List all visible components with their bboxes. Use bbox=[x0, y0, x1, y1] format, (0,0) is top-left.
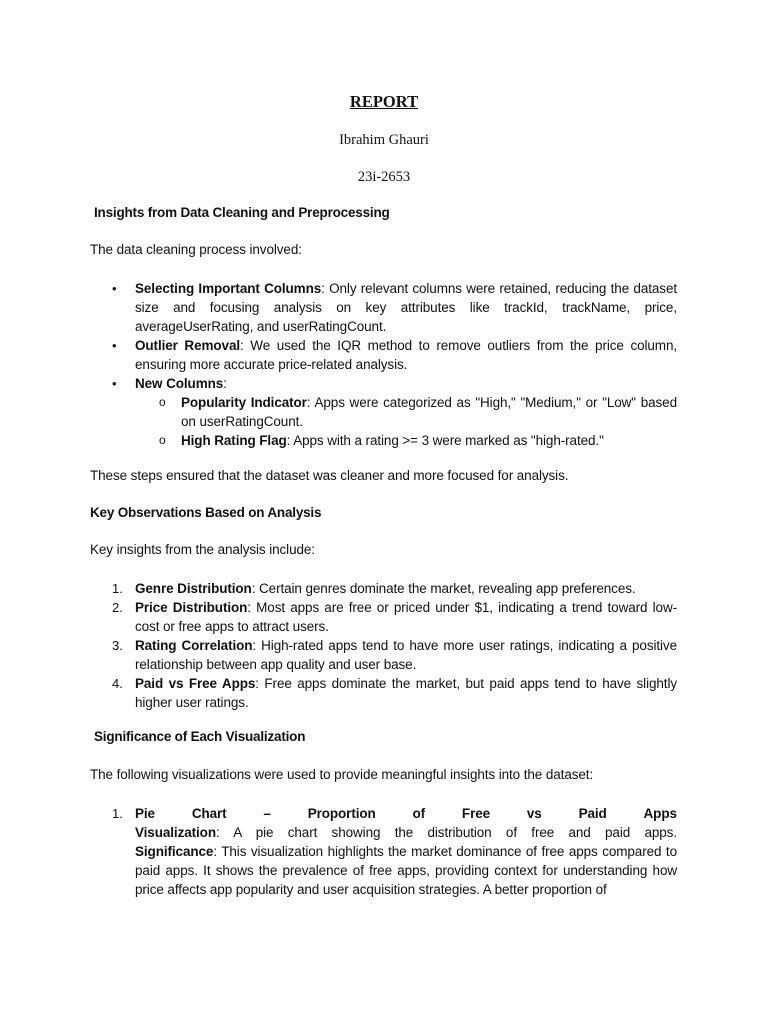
item-label: Visualization bbox=[135, 825, 216, 840]
item-label: Price Distribution bbox=[135, 600, 248, 615]
item-significance bbox=[135, 842, 677, 899]
item-label: Significance bbox=[135, 844, 214, 859]
item-text: : High-rated apps tend to have more user ratings, indicating a positive relationship between app quality and user base. bbox=[135, 638, 677, 672]
bullet-icon: • bbox=[112, 338, 117, 353]
list-number: 2. bbox=[112, 600, 123, 615]
item-label: Outlier Removal bbox=[135, 338, 241, 353]
item-label: Genre Distribution bbox=[135, 581, 252, 596]
sub-list-item bbox=[181, 431, 677, 450]
title-word: Pie bbox=[135, 806, 155, 821]
item-text: : bbox=[223, 376, 227, 391]
title-word: Chart bbox=[191, 806, 227, 821]
list-number: 1. bbox=[112, 581, 123, 596]
list-item bbox=[135, 674, 677, 712]
section-heading-visualizations: Significance of Each Visualization bbox=[94, 729, 306, 744]
section-heading-observations: Key Observations Based on Analysis bbox=[90, 505, 322, 520]
item-label: High Rating Flag bbox=[181, 433, 287, 448]
list-number: 3. bbox=[112, 638, 123, 653]
sub-bullet-icon: o bbox=[159, 395, 166, 409]
item-label: Selecting Important Columns bbox=[135, 281, 322, 296]
list-item bbox=[135, 636, 677, 674]
section-intro: The following visualizations were used to provide meaningful insights into the dataset: bbox=[90, 767, 594, 782]
sub-bullet-icon: o bbox=[159, 433, 166, 447]
title-word: Paid bbox=[578, 806, 607, 821]
item-label: New Columns bbox=[135, 376, 224, 391]
list-number: 4. bbox=[112, 676, 123, 691]
item-label: Rating Correlation bbox=[135, 638, 253, 653]
roll-number: 23i-2653 bbox=[357, 169, 411, 185]
sub-list-item bbox=[181, 393, 677, 431]
title-word: – bbox=[263, 806, 271, 821]
item-text: : Certain genres dominate the market, revealing app preferences. bbox=[251, 581, 636, 596]
item-text: : Apps were categorized as "High," "Medium," or "Low" based on userRatingCount. bbox=[181, 395, 677, 429]
bullet-icon: • bbox=[112, 376, 117, 391]
item-text: : Only relevant columns were retained, reducing the dataset size and focusing analysis on key attributes like trackId, trackName, price, averageUserRating, and userRatingCount. bbox=[135, 281, 678, 334]
list-item bbox=[135, 336, 677, 374]
section-intro: The data cleaning process involved: bbox=[90, 242, 302, 257]
section-heading-cleaning: Insights from Data Cleaning and Preprocessing bbox=[94, 205, 390, 220]
item-text: : This visualization highlights the market dominance of free apps compared to paid apps. It shows the prevalence of free apps, providing context for understanding how price affects app popularity and user acquisition strategies. A better proportion of bbox=[135, 844, 677, 897]
item-label: Popularity Indicator bbox=[181, 395, 307, 410]
item-text: : Free apps dominate the market, but paid apps tend to have slightly higher user ratings. bbox=[135, 676, 678, 710]
title-word: Apps bbox=[643, 806, 677, 821]
list-item bbox=[135, 374, 677, 393]
item-text: : A pie chart showing the distribution of free and paid apps. bbox=[215, 825, 677, 840]
title-word: of bbox=[412, 806, 426, 821]
list-item bbox=[135, 579, 677, 598]
section-outro: These steps ensured that the dataset was cleaner and more focused for analysis. bbox=[90, 468, 569, 483]
item-text: : We used the IQR method to remove outliers from the price column, ensuring more accurate price-related analysis. bbox=[135, 338, 678, 372]
bullet-icon: • bbox=[112, 281, 117, 296]
list-item bbox=[135, 598, 677, 636]
list-item bbox=[135, 279, 677, 336]
report-title: REPORT bbox=[349, 92, 419, 111]
title-word: Proportion bbox=[307, 806, 376, 821]
title-word: vs bbox=[526, 806, 542, 821]
section-intro: Key insights from the analysis include: bbox=[90, 542, 315, 557]
item-label: Paid vs Free Apps bbox=[135, 676, 256, 691]
author-name: Ibrahim Ghauri bbox=[339, 132, 429, 148]
item-text: : Apps with a rating >= 3 were marked as "high-rated." bbox=[286, 433, 604, 448]
item-description-line bbox=[135, 823, 677, 842]
list-number: 1. bbox=[112, 806, 123, 821]
item-title-line bbox=[135, 804, 677, 823]
title-word: Free bbox=[461, 806, 491, 821]
list-item bbox=[135, 804, 677, 899]
item-text: : Most apps are free or priced under $1, indicating a trend toward low-cost or free apps to attract users. bbox=[135, 600, 677, 634]
